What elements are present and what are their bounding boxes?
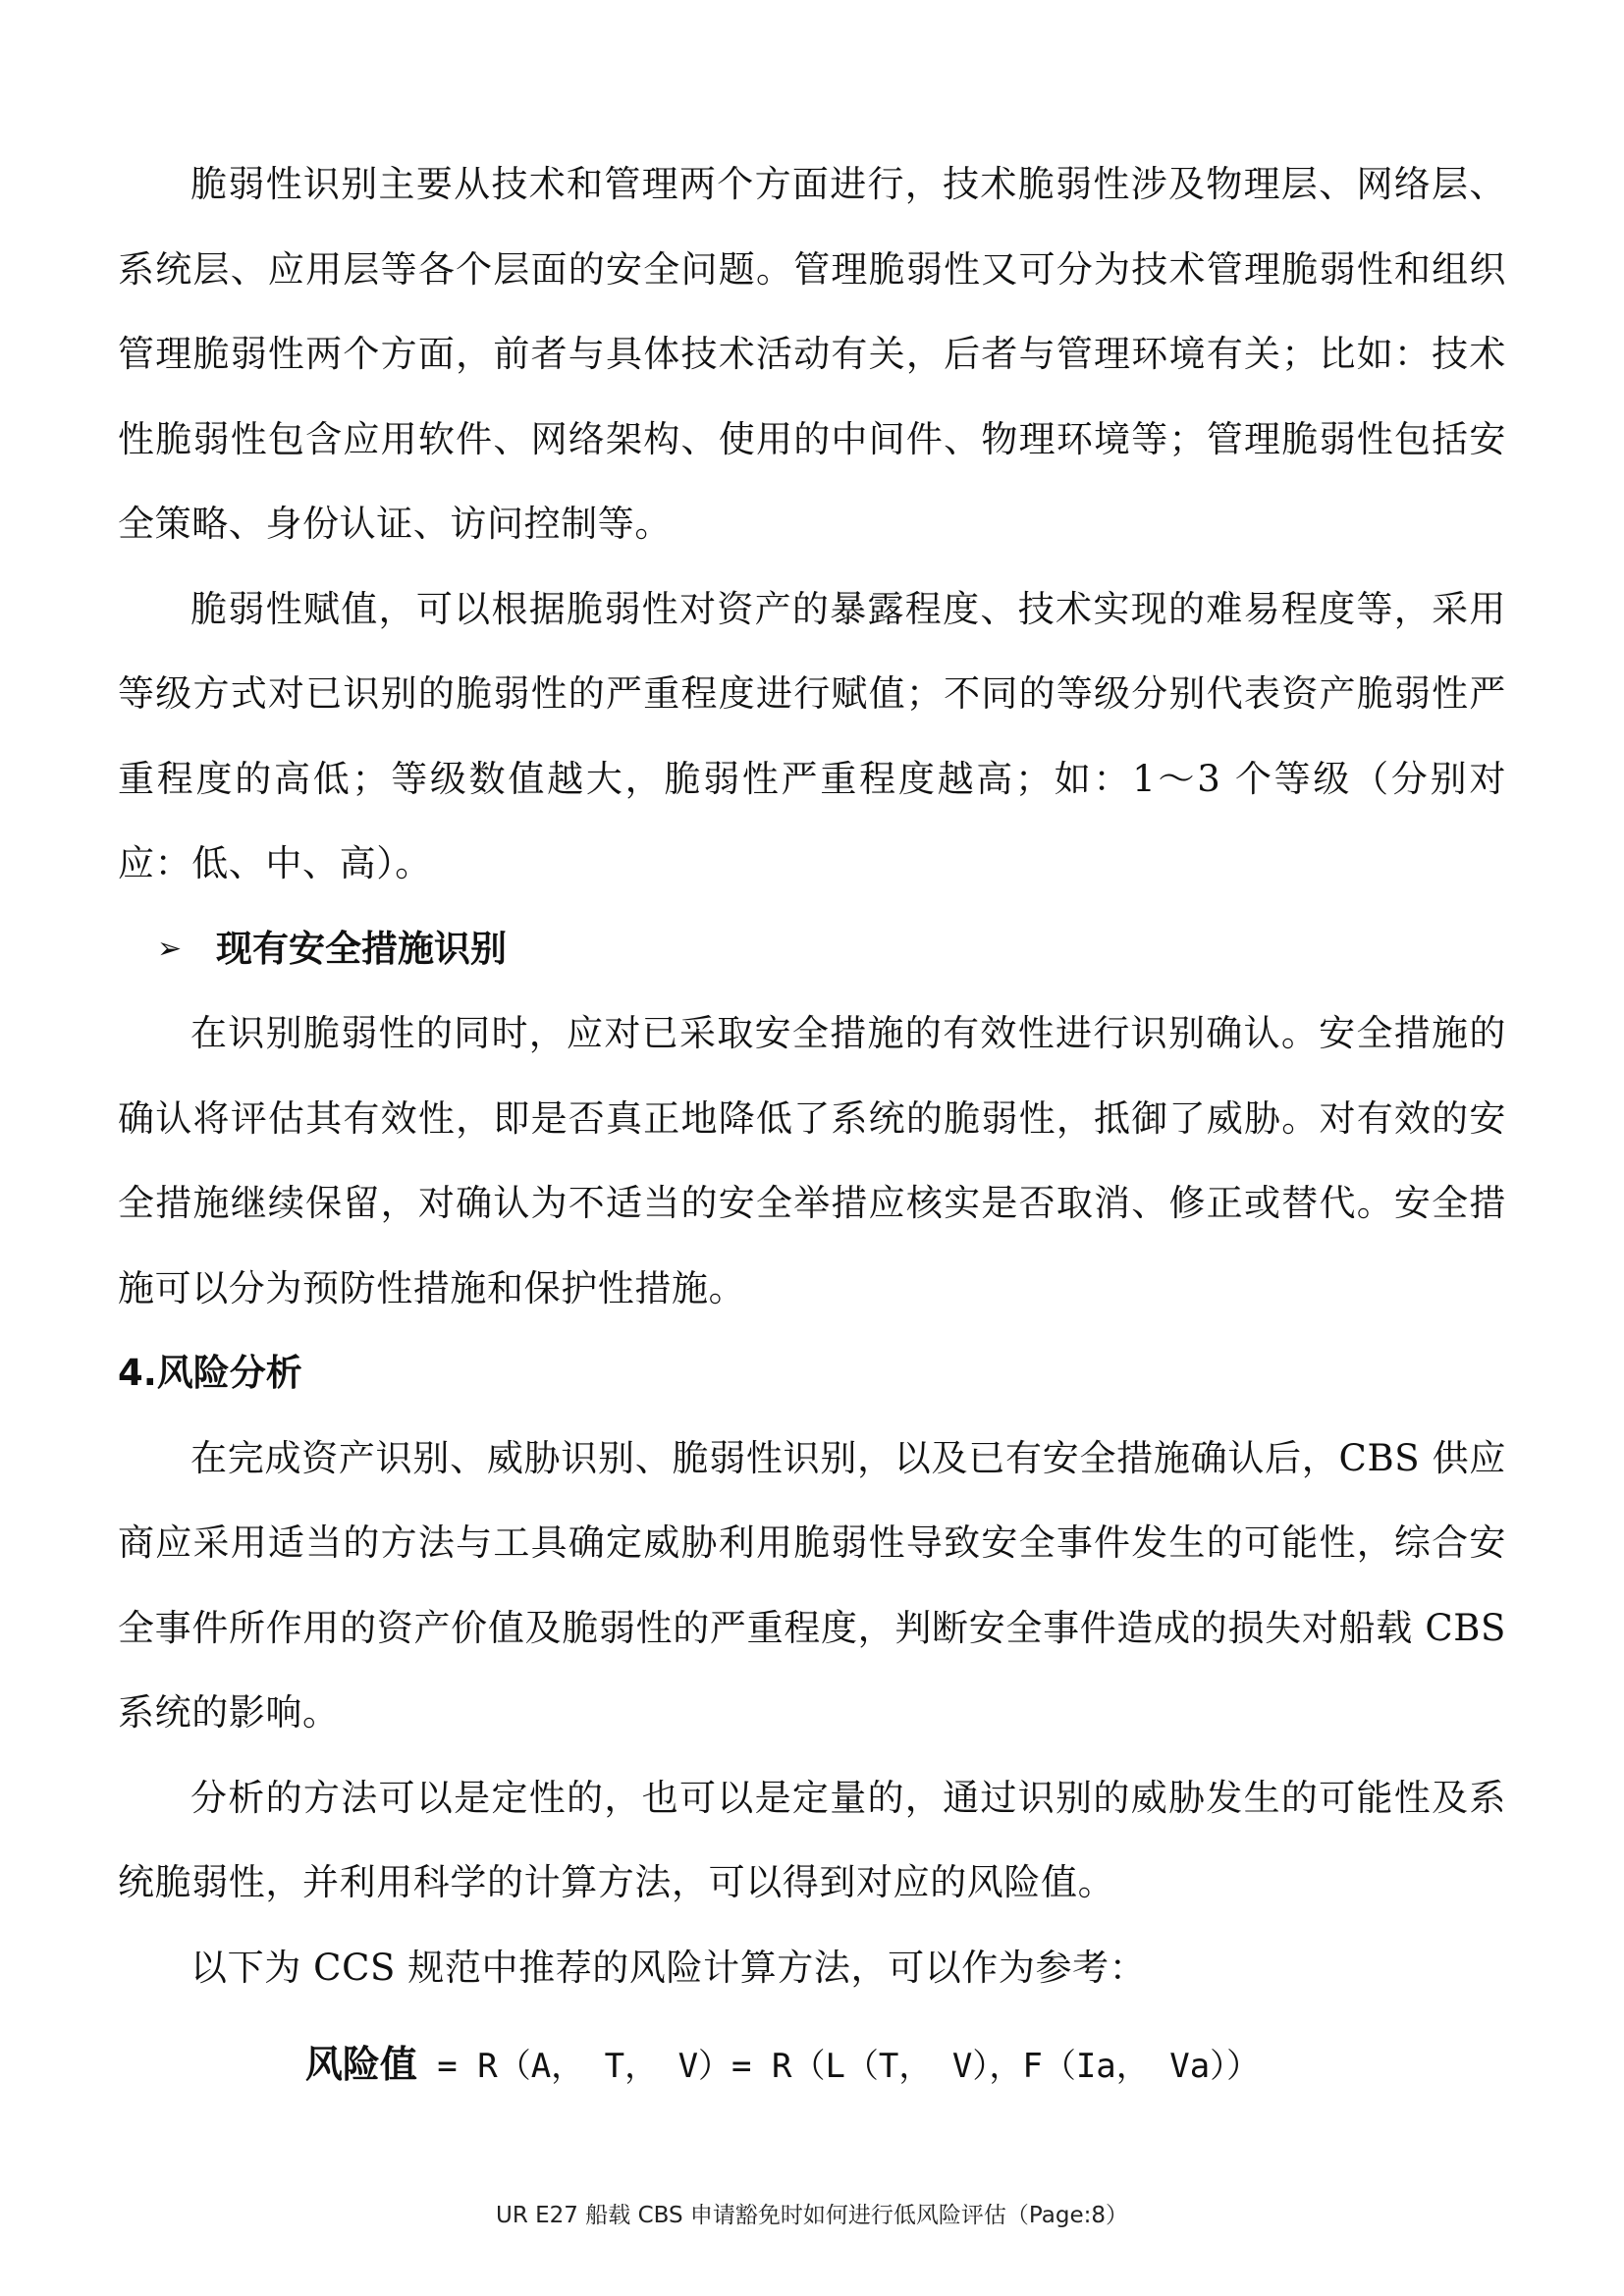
paragraph-vulnerability-assignment: 脆弱性赋值，可以根据脆弱性对资产的暴露程度、技术实现的难易程度等，采用等级方式对已识别的脆弱性的严重程度进行赋值；不同的等级分别代表资产脆弱性严重程度的高低；等级数值越大，脆弱性严重程度越高；如：1～3 个等级（分别对应：低、中、高）。	[118, 587, 1506, 884]
arrow-bullet-icon: ➢	[157, 931, 183, 966]
bullet-heading-existing-measures	[118, 907, 1506, 992]
page-footer: UR E27 船载 CBS 申请豁免时如何进行低风险评估（Page:8）	[496, 2203, 1128, 2228]
paragraph-ccs-reference: 以下为 CCS 规范中推荐的风险计算方法，可以作为参考：	[190, 1946, 1147, 1989]
section-heading-risk-analysis: 4.风险分析	[118, 1352, 302, 1394]
formula-label: 风险值	[304, 2043, 417, 2086]
paragraph-vulnerability-identification: 脆弱性识别主要从技术和管理两个方面进行，技术脆弱性涉及物理层、网络层、系统层、应用层等各个层面的安全问题。管理脆弱性又可分为技术管理脆弱性和组织管理脆弱性两个方面，前者与具体技术活动有关，后者与管理环境有关；比如：技术性脆弱性包含应用软件、网络架构、使用的中间件、物理环境等；管理脆弱性包括安全策略、身份认证、访问控制等。	[118, 163, 1506, 545]
paragraph-analysis-methods: 分析的方法可以是定性的，也可以是定量的，通过识别的威胁发生的可能性及系统脆弱性，并利用科学的计算方法，可以得到对应的风险值。	[118, 1776, 1506, 1903]
risk-formula	[118, 2010, 1506, 2120]
bullet-heading-text: 现有安全措施识别	[216, 927, 507, 970]
document-body	[118, 142, 1506, 2120]
paragraph-risk-analysis: 在完成资产识别、威胁识别、脆弱性识别，以及已有安全措施确认后，CBS 供应商应采用适当的方法与工具确定威胁利用脆弱性导致安全事件发生的可能性，综合安全事件所作用的资产价值及脆弱性的严重程度，判断安全事件造成的损失对船载 CBS 系统的影响。	[118, 1436, 1506, 1734]
formula-expression: = R（A， T， V）= R（L（T， V），F（Ia， Va））	[416, 2047, 1261, 2086]
paragraph-existing-measures: 在识别脆弱性的同时，应对已采取安全措施的有效性进行识别确认。安全措施的确认将评估其有效性，即是否真正地降低了系统的脆弱性，抵御了威胁。对有效的安全措施继续保留，对确认为不适当的安全举措应核实是否取消、修正或替代。安全措施可以分为预防性措施和保护性措施。	[118, 1012, 1506, 1309]
